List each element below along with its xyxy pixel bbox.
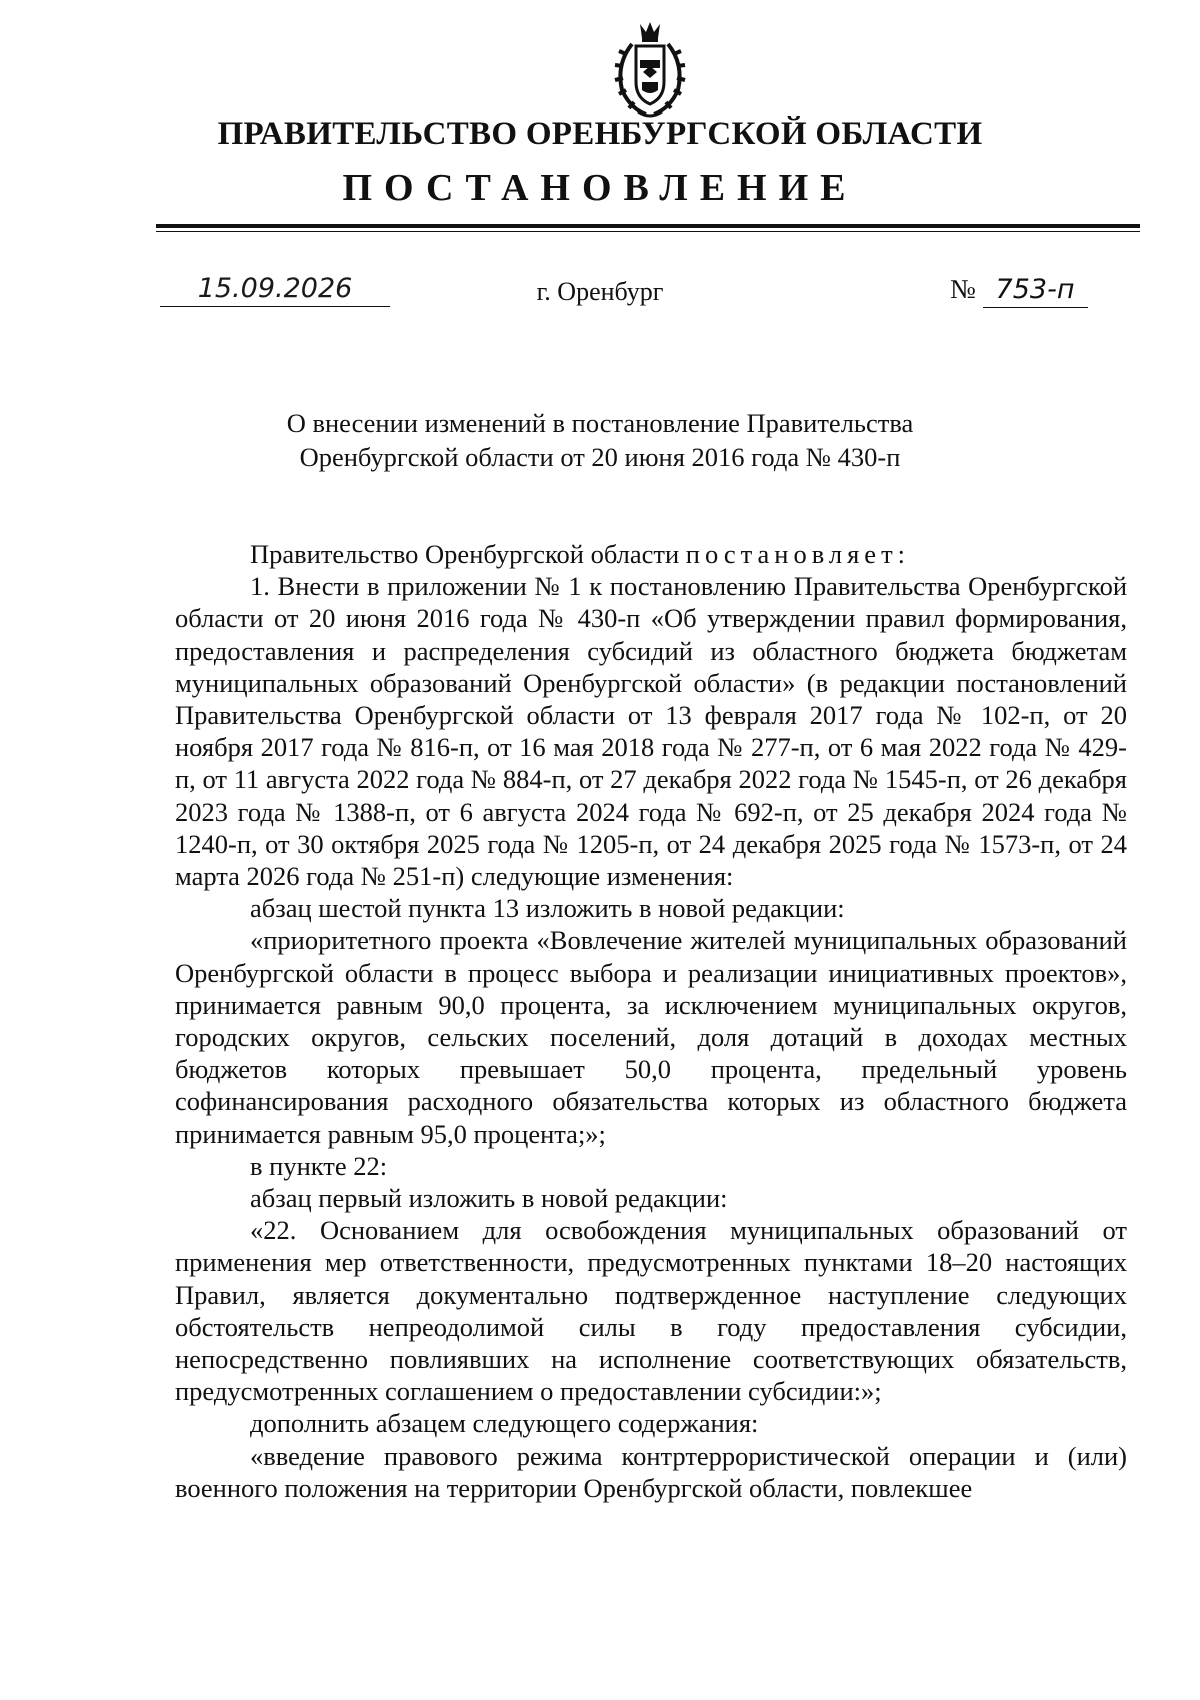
body-paragraph: абзац первый изложить в новой редакции:	[250, 1183, 728, 1214]
number-sign: №	[950, 274, 976, 304]
body-paragraph: «приоритетного проекта «Вовлечение жителей муниципальных образований Оренбургской области в процесс выбора и реализации инициативных проектов», принимается равным 90,0 процента, за исключением муниципальных округов, городских округов, сельских поселений, доля дотаций в доходах местных бюджетов которых превышает 50,0 процента, предельный уровень софинансирования расходного обязательства которых из областного бюджета принимается равным 95,0 процента;»;	[175, 925, 1127, 1149]
body-paragraph: «22. Основанием для освобождения муниципальных образований от применения мер ответственности, предусмотренных пунктами 18–20 настоящих Правил, является документально подтвержденное наступление следующих обстоятельств непреодолимой силы в году предоставления субсидии, непосредственно повлиявших на исполнение соответствующих обязательств, предусмотренных соглашением о предоставлении субсидии:»;	[175, 1215, 1127, 1407]
document-subject	[0, 406, 1200, 474]
body-paragraph: «введение правового режима контртеррористической операции и (или) военного положения на территории Оренбургской области, повлекшее	[175, 1440, 1127, 1503]
document-type-title: ПОСТАНОВЛЕНИЕ	[342, 167, 858, 209]
subject-line-2: Оренбургской области от 20 июня 2016 года № 430-п	[299, 442, 901, 472]
subject-line-1: О внесении изменений в постановление Правительства	[286, 408, 914, 438]
preamble-lead: Правительство Оренбургской области	[250, 539, 680, 569]
organization-title: ПРАВИТЕЛЬСТВО ОРЕНБУРГСКОЙ ОБЛАСТИ	[217, 116, 983, 152]
document-number-block	[950, 272, 1088, 308]
preamble-verb: постановляет:	[685, 539, 911, 569]
coat-of-arms-emblem-icon	[612, 20, 688, 120]
body-paragraph: абзац шестой пункта 13 изложить в новой редакции:	[250, 893, 845, 924]
body-paragraph: дополнить абзацем следующего содержания:	[250, 1408, 759, 1439]
body-paragraph: 1. Внести в приложении № 1 к постановлению Правительства Оренбургской области от 20 июня 2016 года № 430-п «Об утверждении правил формирования, предоставления и распределения субсидий из областного бюджета бюджетам муниципальных образований Оренбургской области» (в редакции постановлений Правительства Оренбургской области от 13 февраля 2017 года № 102-п, от 20 ноября 2017 года № 816-п, от 16 мая 2018 года № 277-п, от 6 мая 2022 года № 429-п, от 11 августа 2022 года № 884-п, от 27 декабря 2022 года № 1545-п, от 26 декабря 2023 года № 1388-п, от 6 августа 2024 года № 692-п, от 25 декабря 2024 года № 1240-п, от 30 октября 2025 года № 1205-п, от 24 декабря 2025 года № 1573-п, от 24 марта 2026 года № 251-п) следующие изменения:	[175, 571, 1127, 892]
header-divider-thin	[156, 231, 1140, 232]
preamble	[175, 538, 1127, 570]
header-divider-thick	[156, 224, 1140, 228]
document-number: 753-п	[983, 273, 1088, 308]
document-date: 15.09.2026	[160, 272, 390, 307]
document-body	[175, 538, 1127, 1504]
body-paragraph: в пункте 22:	[250, 1150, 388, 1181]
document-city: г. Оренбург	[536, 277, 664, 306]
